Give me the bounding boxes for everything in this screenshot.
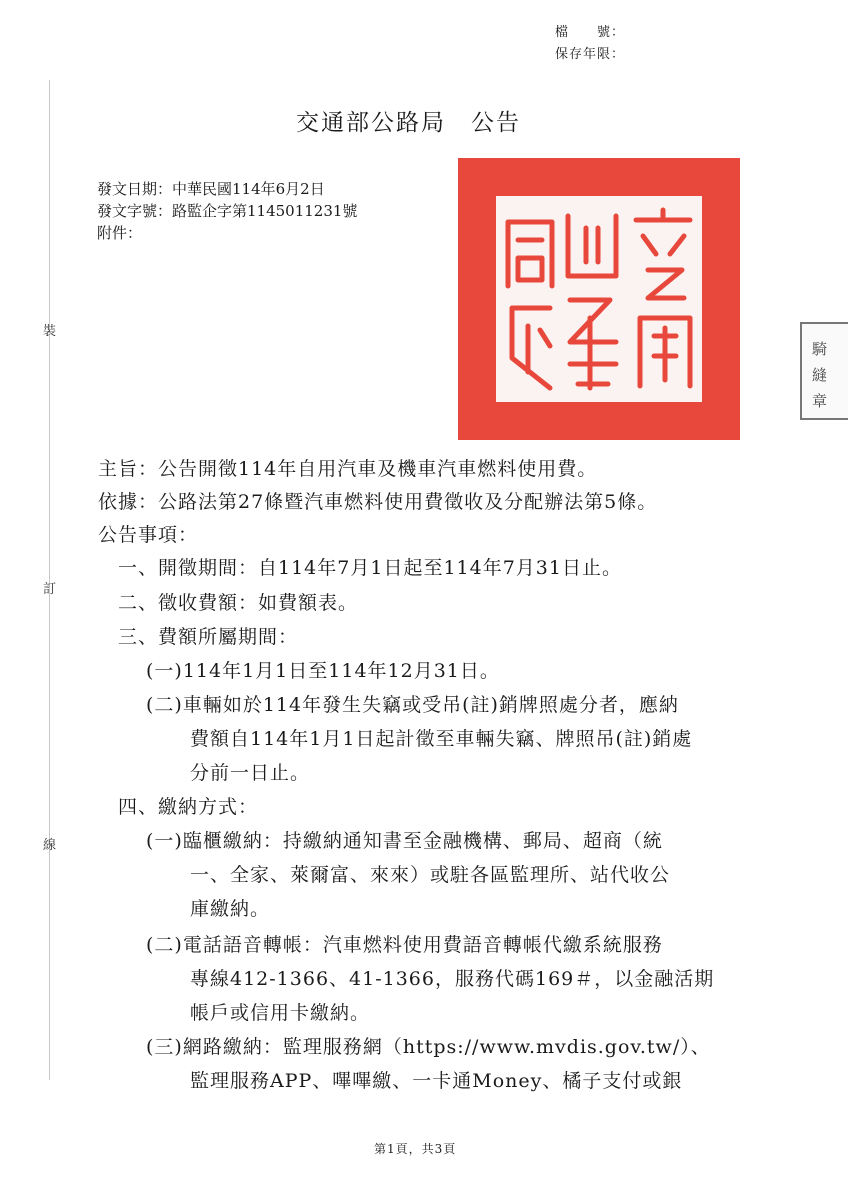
official-seal	[458, 158, 740, 440]
issue-date: 發文日期：中華民國114年6月2日	[97, 180, 325, 198]
binding-char-xian: 線	[43, 838, 57, 853]
binding-char-ding: 訂	[43, 582, 57, 597]
payment-counter-line1: (一)臨櫃繳納：持繳納通知書至金融機構、郵局、超商（統	[146, 830, 663, 852]
payment-online-line1: (三)網路繳納：監理服務網（https://www.mvdis.gov.tw/）、	[146, 1036, 711, 1058]
side-seam-stamp: 騎 縫 章	[800, 322, 848, 420]
payment-online-line2: 監理服務APP、嗶嗶繳、一卡通Money、橘子支付或銀	[190, 1070, 683, 1092]
file-number-label: 檔 號：	[555, 25, 626, 40]
payment-counter-line2: 一、全家、萊爾富、來來）或駐各區監理所、站代收公	[190, 864, 671, 886]
subject-line: 主旨：公告開徵114年自用汽車及機車汽車燃料使用費。	[98, 458, 598, 480]
fee-period-sub2-line3: 分前一日止。	[190, 762, 311, 784]
fee-period-sub2-line1: (二)車輛如於114年發生失竊或受吊(註)銷牌照處分者，應納	[146, 694, 679, 716]
fee-period-sub1: (一)114年1月1日至114年12月31日。	[146, 660, 500, 682]
seal-glyphs-icon	[458, 158, 740, 440]
reference-number: 發文字號：路監企字第1145011231號	[97, 202, 358, 220]
payment-phone-line3: 帳戶或信用卡繳納。	[190, 1002, 371, 1024]
item-fee-amount: 二、徵收費額：如費額表。	[118, 592, 359, 614]
fee-period-sub2-line2: 費額自114年1月1日起計徵至車輛失竊、牌照吊(註)銷處	[190, 728, 693, 750]
payment-phone-line1: (二)電話語音轉帳：汽車燃料使用費語音轉帳代繳系統服務	[146, 934, 663, 956]
attachment-label: 附件：	[97, 224, 143, 242]
page-number: 第1頁，共3頁	[374, 1142, 457, 1156]
item-collection-period: 一、開徵期間：自114年7月1日起至114年7月31日止。	[118, 557, 622, 579]
item-payment-methods: 四、繳納方式：	[118, 796, 259, 818]
payment-phone-line2: 專線412-1366、41-1366，服務代碼169＃，以金融活期	[190, 968, 715, 990]
payment-counter-line3: 庫繳納。	[190, 898, 271, 920]
items-heading: 公告事項：	[98, 524, 199, 546]
document-title: 交通部公路局 公告	[296, 110, 521, 136]
retention-period-label: 保存年限：	[555, 47, 626, 62]
item-fee-period: 三、費額所屬期間：	[118, 626, 299, 648]
basis-line: 依據：公路法第27條暨汽車燃料使用費徵收及分配辦法第5條。	[98, 491, 658, 513]
binding-char-zhuang: 裝	[43, 324, 57, 339]
